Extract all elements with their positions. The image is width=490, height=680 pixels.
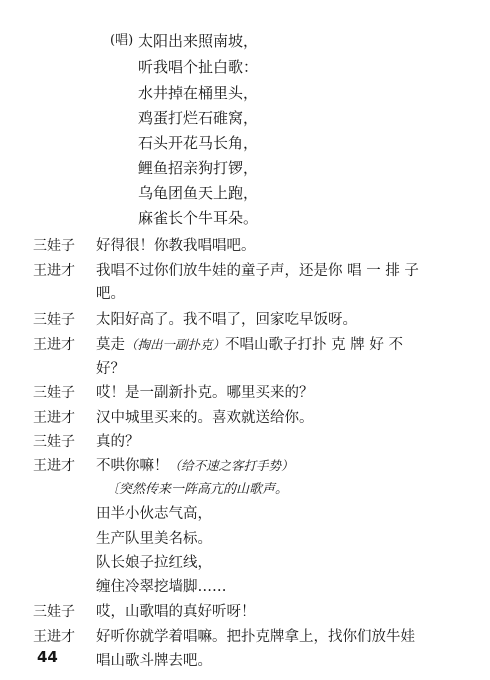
song-line: 听我唱个扯白歌： [138,58,259,76]
song-line: 田半小伙志气高， [96,506,212,522]
dialogue-text-part: 莫走 [96,337,125,353]
stage-direction: 〔突然传来一阵高亢的山歌声。 [106,482,289,497]
speaker-name: 三娃子 [33,238,75,254]
dialogue-continuation: 好？ [96,361,125,377]
speaker-name: 王进才 [33,458,75,474]
speaker-name: 王进才 [33,629,75,645]
song-line: 鸡蛋打烂石碓窝， [138,109,259,127]
song-line: 石头开花马长角， [138,134,259,152]
speaker-name: 王进才 [33,410,75,426]
dialogue-text: 哎！是一副新扑克。哪里买来的？ [96,385,314,401]
song-line: 水井掉在桶里头， [138,84,259,102]
speaker-name: 王进才 [33,337,75,353]
dialogue-text [96,335,403,355]
song-line: 太阳出来照南坡， [138,32,259,50]
song-line: 麻雀长个牛耳朵。 [138,209,259,227]
song-line: 生产队里美名标。 [96,531,212,547]
dialogue-text: 太阳好高了。我不唱了，回家吃早饭呀。 [96,312,357,328]
dialogue-text-part: 不唱山歌子打扑 克 牌 好 不 [225,337,403,353]
stage-note: （给不速之客打手势） [168,458,294,473]
speaker-name: 三娃子 [33,604,75,620]
dialogue-text [96,456,294,476]
dialogue-text: 好听你就学着唱嘛。把扑克牌拿上，找你们放牛娃 [96,629,415,645]
stage-note: （掏出一副扑克） [125,337,226,352]
song-line: 缠住冷翠挖墙脚…… [96,579,227,595]
dialogue-text: 汉中城里买来的。喜欢就送给你。 [96,410,314,426]
dialogue-text: 我唱不过你们放牛娃的童子声，还是你 唱 一 排 子 [96,263,419,279]
dialogue-text-part: 不哄你嘛！ [96,458,169,474]
dialogue-text: 好得很！你教我唱唱吧。 [96,238,256,254]
dialogue-continuation: 吧。 [96,286,125,302]
song-line: 乌龟团鱼天上跑， [138,184,259,202]
dialogue-continuation: 唱山歌斗牌去吧。 [96,653,212,669]
song-mark: (唱) [110,33,134,48]
song-line: 队长娘子拉红线， [96,555,212,571]
speaker-name: 王进才 [33,263,75,279]
speaker-name: 三娃子 [33,434,75,450]
dialogue-text: 真的？ [96,434,140,450]
song-line: 鲤鱼招亲狗打锣， [138,159,259,177]
speaker-name: 三娃子 [33,385,75,401]
dialogue-text: 哎，山歌唱的真好听呀！ [96,604,256,620]
speaker-name: 三娃子 [33,312,75,328]
page-number: 44 [37,648,58,666]
